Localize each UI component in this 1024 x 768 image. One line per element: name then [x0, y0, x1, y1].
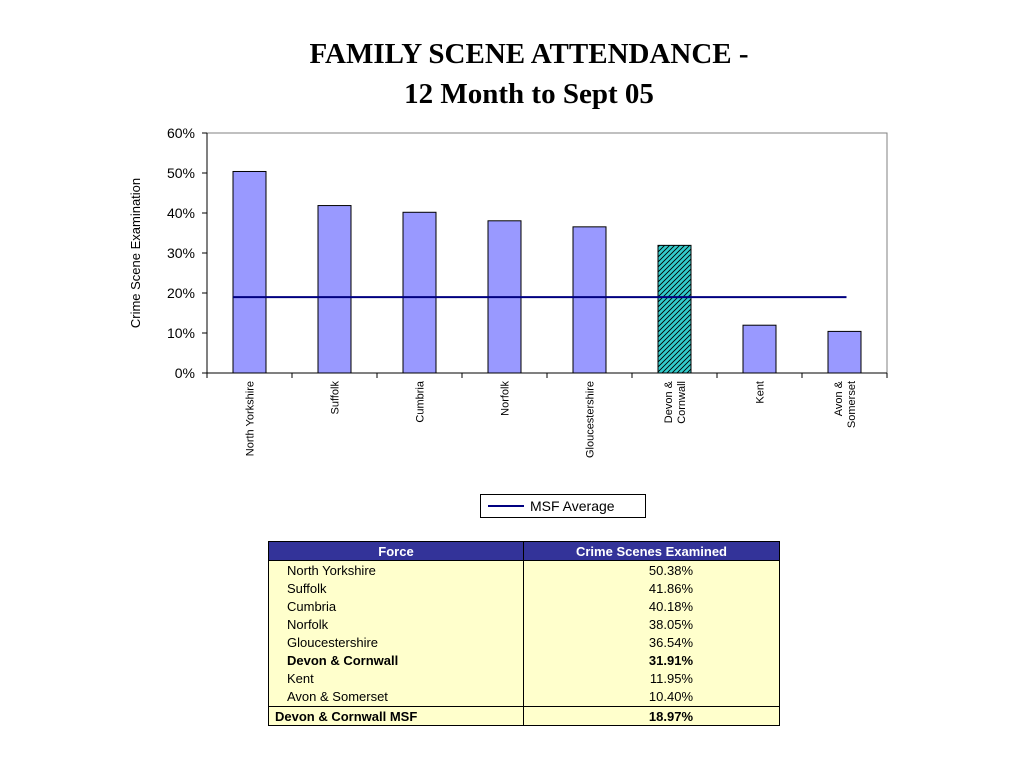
- table-row: [269, 597, 780, 615]
- y-tick-label: 10%: [166, 325, 195, 341]
- x-tick-label: Gloucestershire: [584, 381, 597, 459]
- row-value: 36.54%: [524, 633, 780, 651]
- bar: [658, 245, 691, 373]
- x-tick-label: Avon &: [833, 381, 845, 417]
- y-tick-label: 0%: [174, 365, 195, 381]
- x-axis-labels: [207, 373, 887, 458]
- x-tick-label: Suffolk: [329, 381, 342, 415]
- row-force: Suffolk: [269, 579, 524, 597]
- title-line-1: FAMILY SCENE ATTENDANCE -: [309, 38, 749, 70]
- column-header-crime-scenes: Crime Scenes Examined: [524, 542, 780, 561]
- summary-force: Devon & Cornwall MSF: [269, 707, 524, 726]
- row-value: 41.86%: [524, 579, 780, 597]
- column-header-force: Force: [269, 542, 524, 561]
- row-force: Avon & Somerset: [269, 687, 524, 707]
- table-row-highlight: [269, 651, 780, 669]
- title-line-2: 12 Month to Sept 05: [404, 78, 654, 110]
- x-tick-label: Norfolk: [499, 381, 512, 416]
- x-tick-label: Kent: [754, 381, 767, 404]
- y-tick-label: 30%: [166, 245, 195, 261]
- row-force: Norfolk: [269, 615, 524, 633]
- row-value: 10.40%: [524, 687, 780, 707]
- bar: [233, 171, 266, 373]
- legend-label: MSF Average: [530, 498, 615, 514]
- x-tick-label: Somerset: [846, 381, 858, 429]
- table-row: [269, 687, 780, 707]
- row-force: Cumbria: [269, 597, 524, 615]
- bar: [743, 325, 776, 373]
- summary-value: 18.97%: [524, 707, 780, 726]
- legend-line-swatch: [488, 505, 524, 507]
- y-axis-title: Crime Scene Examination: [128, 177, 143, 329]
- row-value: 31.91%: [524, 651, 780, 669]
- row-force: Gloucestershire: [269, 633, 524, 651]
- x-tick-label: North Yorkshire: [244, 381, 257, 457]
- table-row: [269, 561, 780, 580]
- table-header-row: [269, 542, 780, 561]
- row-value: 50.38%: [524, 561, 780, 580]
- bar: [828, 331, 861, 373]
- table-row: [269, 615, 780, 633]
- row-force: Devon & Cornwall: [269, 651, 524, 669]
- bar: [318, 206, 351, 373]
- table-row: [269, 633, 780, 651]
- y-tick-label: 50%: [166, 165, 195, 181]
- chart-legend: [480, 494, 646, 518]
- row-value: 40.18%: [524, 597, 780, 615]
- row-value: 38.05%: [524, 615, 780, 633]
- y-tick-label: 60%: [166, 125, 195, 141]
- bar: [403, 212, 436, 373]
- table-summary-row: [269, 707, 780, 726]
- results-table: [268, 541, 780, 726]
- x-tick-label: Cornwall: [676, 381, 688, 424]
- table-row: [269, 669, 780, 687]
- row-force: Kent: [269, 669, 524, 687]
- table-row: [269, 579, 780, 597]
- row-force: North Yorkshire: [269, 561, 524, 580]
- x-tick-label: Devon &: [663, 381, 675, 424]
- plot-area: [207, 133, 887, 373]
- y-tick-label: 40%: [166, 205, 195, 221]
- bar: [573, 227, 606, 373]
- row-value: 11.95%: [524, 669, 780, 687]
- x-tick-label: Cumbria: [414, 381, 427, 423]
- y-tick-label: 20%: [166, 285, 195, 301]
